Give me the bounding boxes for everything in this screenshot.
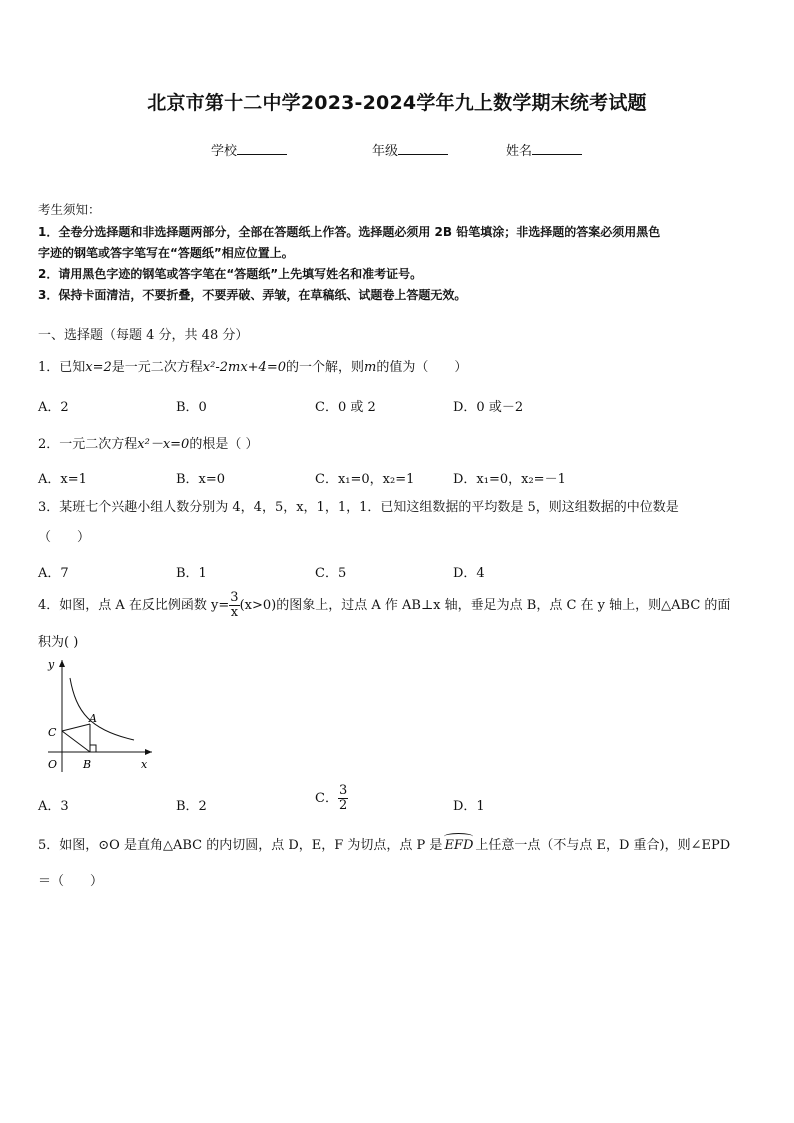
q2-option-a[interactable]: A．x=1	[38, 472, 87, 487]
q5-pre: 5．如图，⊙O 是直角△ABC 的内切圆，点 D，E，F 为切点，点 P 是	[38, 838, 443, 853]
label-o: O	[48, 758, 58, 771]
q3-option-c[interactable]: C．5	[315, 566, 347, 581]
q4-frac-num: 3	[230, 590, 239, 605]
q1-pre: 1．已知	[38, 360, 86, 375]
notice-item-2: 2．请用黑色字迹的钢笔或答字笔在“答题纸”上先填写姓名和准考证号。	[38, 267, 423, 281]
label-c: C	[48, 726, 57, 739]
hyperbola-curve	[70, 678, 134, 740]
q4-frac-den: x	[230, 605, 239, 620]
school-field	[211, 140, 287, 159]
q4-optc-den: 2	[338, 798, 348, 813]
q2-option-c[interactable]: C．x₁=0，x₂=1	[315, 472, 415, 487]
q1-option-c[interactable]: C．0 或 2	[315, 400, 376, 415]
question-5-line1	[38, 836, 730, 856]
q1-post: 的一个解，则	[286, 360, 365, 375]
q5-post: 上任意一点（不与点 E，D 重合)，则∠EPD	[475, 838, 731, 853]
q4-option-d[interactable]: D．1	[453, 799, 485, 814]
page-title: 北京市第十二中学2023-2024学年九上数学期末统考试题	[147, 92, 647, 114]
school-label: 学校	[211, 144, 238, 159]
q4-option-a[interactable]: A．3	[38, 799, 69, 814]
question-2	[38, 435, 258, 455]
label-b: B	[83, 758, 92, 771]
arc-mark	[444, 833, 473, 840]
grade-blank	[398, 142, 448, 155]
q4-optc-fraction	[338, 784, 348, 813]
q5-arc	[442, 836, 475, 856]
question-3-line1: 3．某班七个兴趣小组人数分别为 4，4，5，x，1，1，1．已知这组数据的平均数是 5，则这组数据的中位数是	[38, 500, 679, 515]
notice-item-1b: 字迹的钢笔或答字笔写在“答题纸”相应位置上。	[38, 246, 294, 260]
q3-option-d[interactable]: D．4	[453, 566, 485, 581]
q1-option-b[interactable]: B．0	[176, 400, 207, 415]
segment-ca	[62, 724, 90, 731]
q4-pre: 4．如图，点 A 在反比例函数 y=	[38, 598, 230, 613]
q4-optc-num: 3	[338, 783, 348, 798]
q4-option-c[interactable]	[315, 784, 348, 813]
q1-mid: 是一元二次方程	[111, 360, 203, 375]
q1-condition: x=2	[85, 360, 112, 375]
q4-optc-prefix: C．	[315, 791, 338, 806]
q1-equation: x²-2mx+4=0	[202, 360, 286, 375]
q1-option-d[interactable]: D．0 或－2	[453, 400, 524, 415]
q3-option-a[interactable]: A．7	[38, 566, 69, 581]
section-heading: 一、选择题（每题 4 分，共 48 分）	[38, 328, 249, 343]
q4-fraction	[229, 591, 239, 620]
name-label: 姓名	[506, 144, 533, 159]
name-field	[506, 140, 582, 159]
label-x: x	[141, 758, 148, 771]
notice-item-1a: 1．全卷分选择题和非选择题两部分，全部在答题纸上作答。选择题必须用 2B 铅笔填涂；非选择题的答案必须用黑色	[38, 225, 661, 239]
q5-arc-label: EFD	[444, 838, 474, 853]
q4-figure	[38, 656, 158, 776]
question-1	[38, 358, 467, 378]
question-4-line2: 积为( )	[38, 635, 79, 650]
q2-equation: x²－x=0	[137, 437, 190, 452]
label-a: A	[89, 712, 97, 725]
q2-option-b[interactable]: B．x=0	[176, 472, 226, 487]
grade-label: 年级	[372, 144, 399, 159]
school-blank	[237, 142, 287, 155]
q3-option-b[interactable]: B．1	[176, 566, 207, 581]
notice-heading: 考生须知：	[38, 202, 101, 217]
q1-option-a[interactable]: A．2	[38, 400, 69, 415]
q1-variable: m	[364, 360, 377, 375]
grade-field	[372, 140, 448, 159]
x-axis-arrow	[145, 749, 152, 755]
q2-post: 的根是（ ）	[189, 437, 259, 452]
name-blank	[532, 142, 582, 155]
q4-post: (x>0)的图象上，过点 A 作 AB⊥x 轴，垂足为点 B，点 C 在 y 轴上，则△ABC 的面	[239, 598, 731, 613]
right-angle-mark	[90, 745, 96, 752]
q2-option-d[interactable]: D．x₁=0，x₂=－1	[453, 472, 566, 487]
q1-end: 的值为（ ）	[376, 360, 468, 375]
question-3-line2: （ ）	[38, 530, 91, 545]
q2-pre: 2．一元二次方程	[38, 437, 138, 452]
question-4-line1	[38, 586, 730, 626]
segment-cb	[62, 731, 90, 752]
q4-option-b[interactable]: B．2	[176, 799, 207, 814]
y-axis-arrow	[59, 660, 65, 667]
label-y: y	[48, 658, 55, 671]
question-5-line2: ＝（ ）	[38, 874, 104, 889]
notice-item-3: 3．保持卡面清洁，不要折叠，不要弄破、弄皱，在草稿纸、试题卷上答题无效。	[38, 288, 467, 302]
